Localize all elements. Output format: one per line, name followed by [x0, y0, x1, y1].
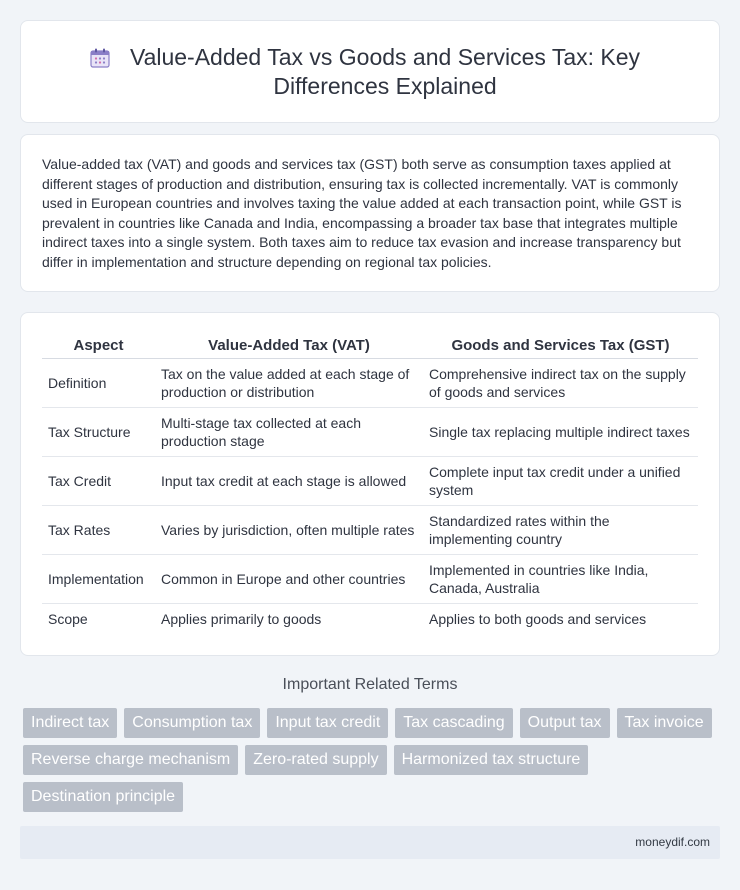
vat-cell: Applies primarily to goods — [161, 610, 322, 627]
related-term-tag[interactable]: Zero-rated supply — [245, 745, 386, 775]
related-terms-heading: Important Related Terms — [282, 676, 458, 693]
header-aspect: Aspect — [42, 333, 155, 358]
gst-cell: Comprehensive indirect tax on the supply of goods and services — [423, 358, 698, 407]
vat-cell: Multi-stage tax collected at each production stage — [155, 407, 423, 456]
footer-bar — [20, 826, 720, 859]
related-term-tag[interactable]: Input tax credit — [267, 708, 388, 738]
related-term-tag[interactable]: Tax cascading — [395, 708, 512, 738]
related-term-tag[interactable]: Output tax — [520, 708, 610, 738]
related-term-tag[interactable]: Indirect tax — [23, 708, 117, 738]
related-term-tag[interactable]: Harmonized tax structure — [394, 745, 589, 775]
intro-card — [20, 134, 720, 292]
gst-cell: Standardized rates within the implementing country — [423, 505, 698, 554]
intro-paragraph: Value-added tax (VAT) and goods and services tax (GST) both serve as consumption taxes applied at different stages of production and distribution, ensuring tax is collected incrementally. VAT is commonly used in European countries and involves taxing the value added at each transaction point, while GST is prevalent in countries like Canada and India, encompassing a broader tax base that integrates multiple indirect taxes into a single system. Both taxes aim to reduce tax evasion and increase transparency but differ in implementation and structure depending on regional tax policies. — [42, 156, 682, 270]
aspect-cell: Definition — [42, 358, 155, 407]
related-term-tag[interactable]: Reverse charge mechanism — [23, 745, 238, 775]
table-row — [42, 603, 698, 634]
aspect-cell: Scope — [48, 610, 88, 627]
related-term-tag[interactable]: Destination principle — [23, 782, 183, 812]
aspect-cell: Tax Structure — [42, 407, 155, 456]
page-title: Value-Added Tax vs Goods and Services Tax: Key Differences Explained — [129, 44, 641, 99]
related-terms-list — [23, 708, 723, 812]
comparison-table-card — [20, 312, 720, 656]
vat-cell: Tax on the value added at each stage of production or distribution — [155, 358, 423, 407]
gst-cell: Implemented in countries like India, Canada, Australia — [423, 554, 698, 603]
table-row — [42, 456, 698, 505]
comparison-table — [42, 333, 698, 634]
table-row — [42, 358, 698, 407]
aspect-cell: Implementation — [42, 554, 155, 603]
vat-cell: Common in Europe and other countries — [155, 554, 423, 603]
footer-site-name[interactable]: moneydif.com — [635, 835, 710, 849]
vat-cell: Varies by jurisdiction, often multiple rates — [155, 505, 423, 554]
table-header-row — [42, 333, 698, 358]
gst-cell: Applies to both goods and services — [429, 610, 647, 627]
gst-cell: Single tax replacing multiple indirect taxes — [423, 407, 698, 456]
aspect-cell: Tax Rates — [42, 505, 155, 554]
related-term-tag[interactable]: Consumption tax — [124, 708, 260, 738]
aspect-cell: Tax Credit — [42, 456, 155, 505]
table-row — [42, 505, 698, 554]
header-gst: Goods and Services Tax (GST) — [423, 333, 698, 358]
vat-cell: Input tax credit at each stage is allowed — [155, 456, 423, 505]
table-row — [42, 554, 698, 603]
table-row — [42, 407, 698, 456]
header-vat: Value-Added Tax (VAT) — [155, 333, 423, 358]
gst-cell: Complete input tax credit under a unified system — [423, 456, 698, 505]
related-term-tag[interactable]: Tax invoice — [617, 708, 712, 738]
title-card — [20, 20, 720, 123]
